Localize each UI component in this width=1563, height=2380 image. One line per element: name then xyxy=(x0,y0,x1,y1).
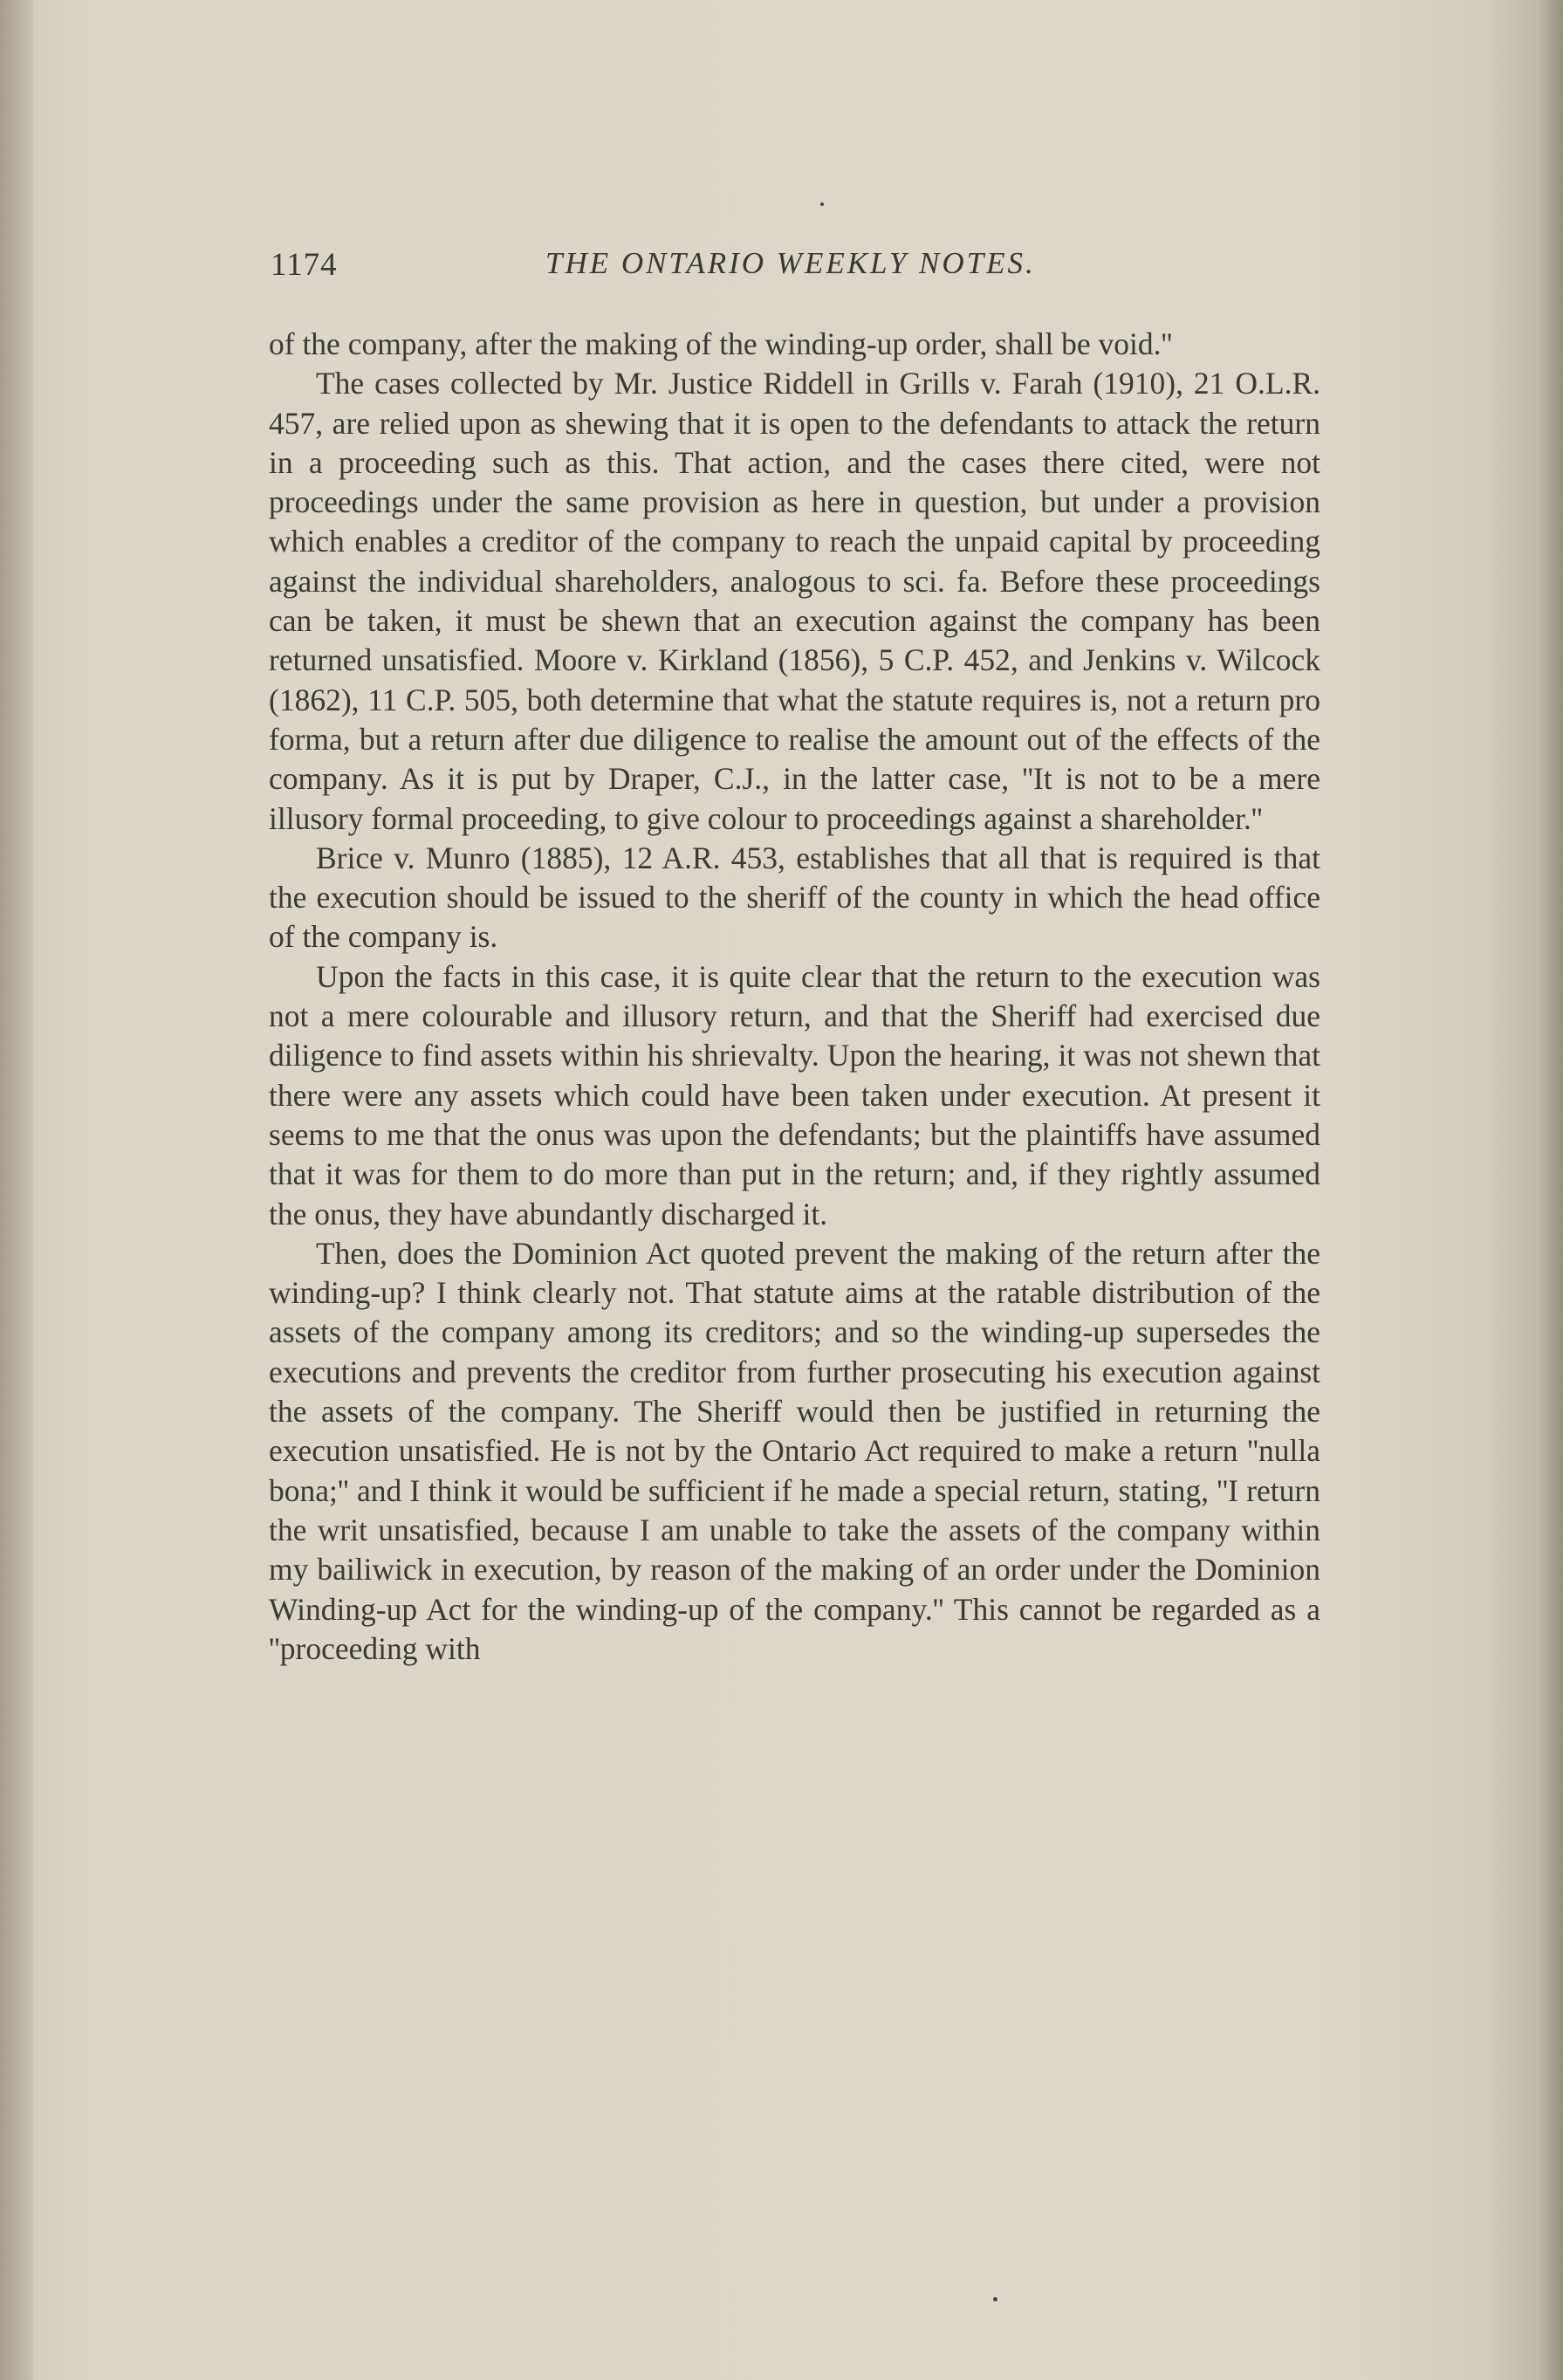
paragraph: Upon the facts in this case, it is quite clear that the return to the execution was not a mere colourable and illusory return, and that the Sheriff had exercised due diligence to find assets within his shrievalty. Upon the hearing, it was not shewn that there were any assets which could have been taken under execution. At present it seems to me that the onus was upon the defendants; but the plaintiffs have assumed that it was for them to do more than put in the return; and, if they rightly assumed the onus, they have abundantly discharged it. xyxy=(269,958,1320,1231)
body-text xyxy=(269,325,1320,1669)
ink-speck xyxy=(820,202,824,206)
page-edge-shadow xyxy=(1537,0,1563,2380)
paragraph: Brice v. Munro (1885), 12 A.R. 453, establishes that all that is required is that the execution should be issued to the sheriff of the county in which the head office of the company is. xyxy=(269,840,1320,955)
ink-speck xyxy=(993,2297,997,2301)
paragraph: Then, does the Dominion Act quoted prevent the making of the return after the winding-up? I think clearly not. That statute aims at the ratable distribution of the assets of the company among its creditors; and so the winding-up supersedes the executions and prevents the creditor from further prosecuting his execution against the assets of the company. The Sheriff would then be justified in returning the execution unsatisfied. He is not by the Ontario Act required to make a return ''nulla bona;'' and I think it would be sufficient if he made a special return, stating, ''I return the writ unsatisfied, because I am unable to take the assets of the company within my bailiwick in execution, by reason of the making of an order under the Dominion Winding-up Act for the winding-up of the company.'' This cannot be regarded as a ''proceeding with xyxy=(269,1235,1320,1666)
page-number: 1174 xyxy=(271,247,338,283)
journal-title: THE ONTARIO WEEKLY NOTES. xyxy=(545,246,1036,280)
paragraph-continuation: of the company, after the making of the winding-up order, shall be void.'' xyxy=(269,326,1173,361)
book-gutter xyxy=(0,0,33,2380)
running-head xyxy=(271,246,1326,290)
paragraph: The cases collected by Mr. Justice Riddell in Grills v. Farah (1910), 21 O.L.R. 457, are relied upon as shewing that it is open to the defendants to attack the return in a proceeding such as this. That action, and the cases there cited, were not proceedings under the same provision as here in question, but under a provision which enables a creditor of the company to reach the unpaid capital by proceeding against the individual shareholders, analogous to sci. fa. Before these proceedings can be taken, it must be shewn that an execution against the company has been returned unsatisfied. Moore v. Kirkland (1856), 5 C.P. 452, and Jenkins v. Wilcock (1862), 11 C.P. 505, both determine that what the statute requires is, not a return pro forma, but a return after due diligence to realise the amount out of the effects of the company. As it is put by Draper, C.J., in the latter case, ''It is not to be a mere illusory formal proceeding, to give colour to proceedings against a shareholder.'' xyxy=(269,366,1320,836)
